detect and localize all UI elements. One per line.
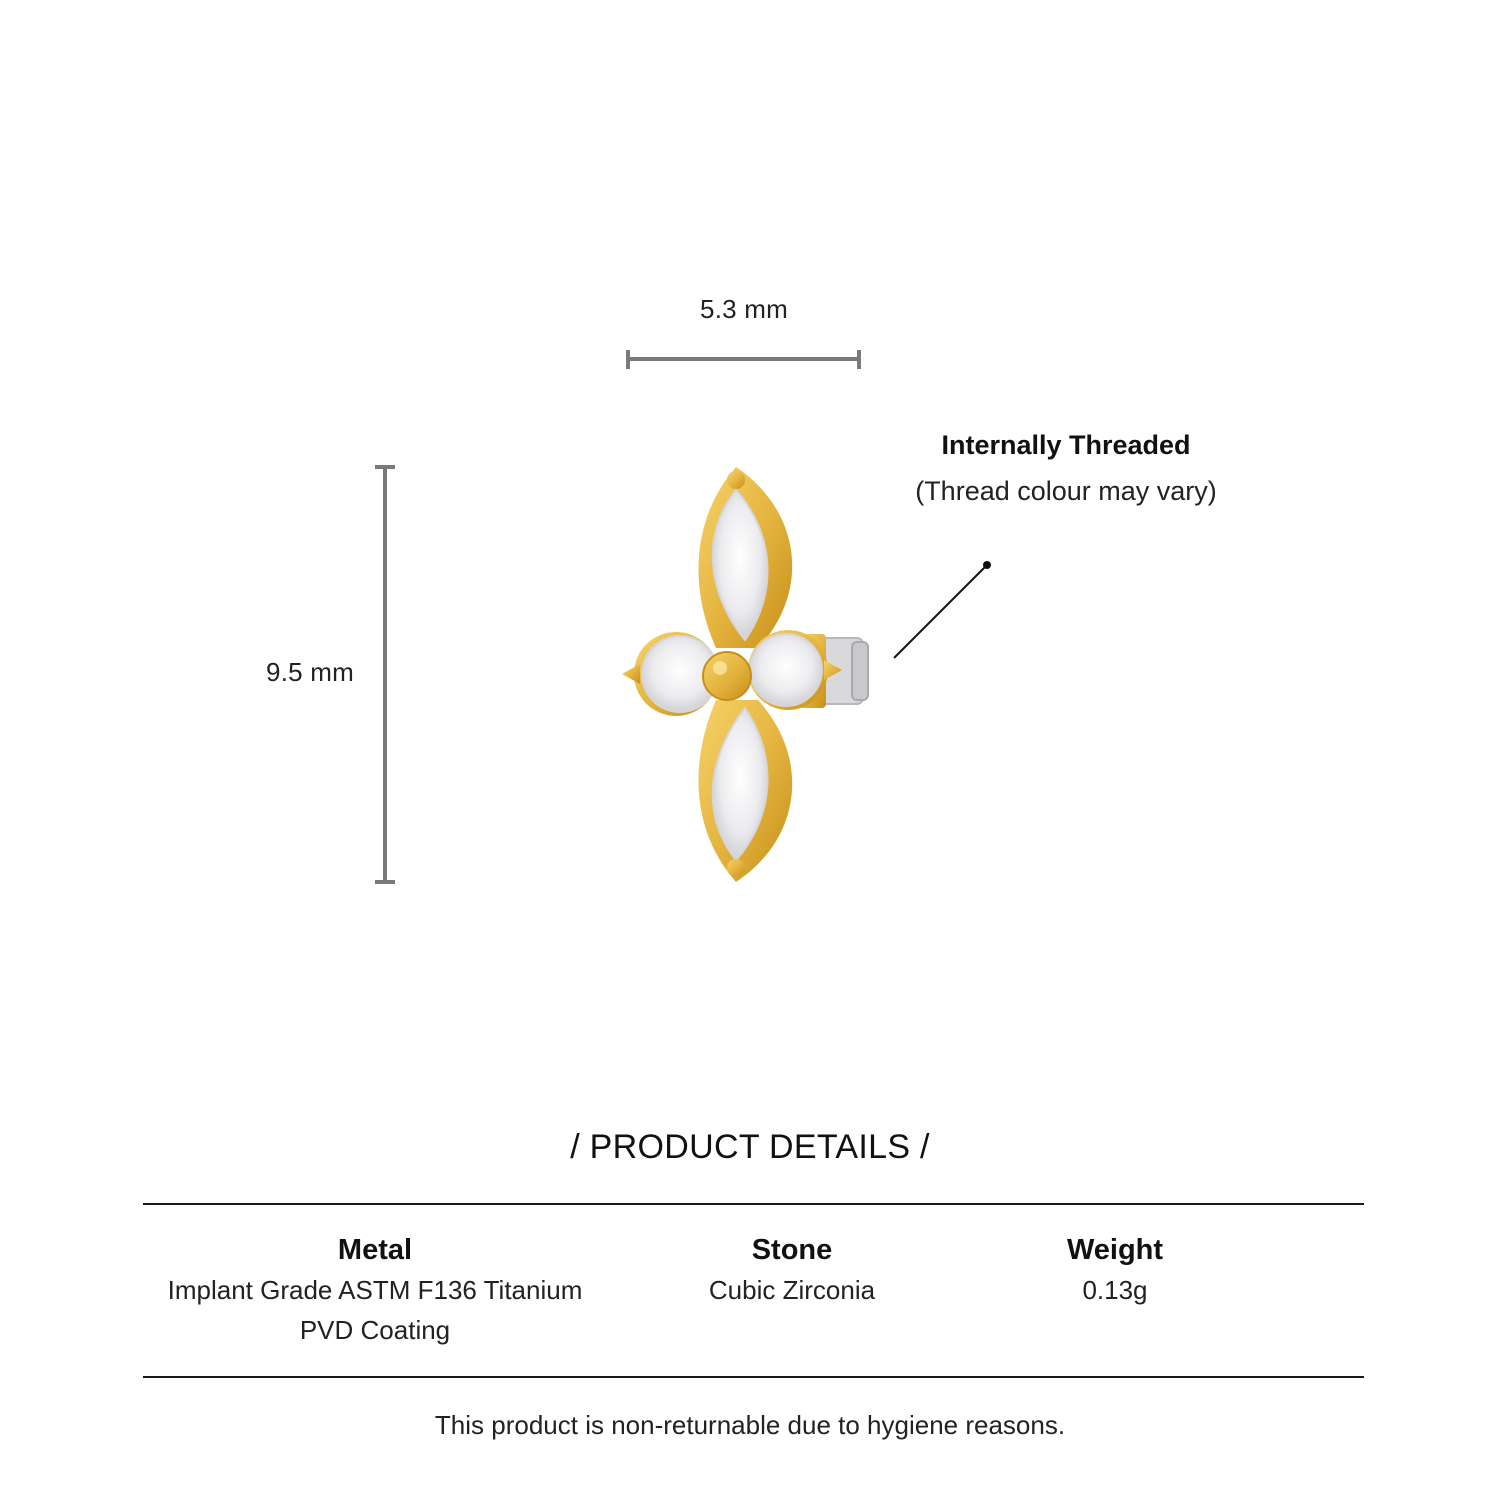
spec-weight xyxy=(1015,1230,1215,1310)
details-bottom-divider xyxy=(143,1376,1364,1378)
height-dimension-label: 9.5 mm xyxy=(266,657,354,687)
spec-metal-value: Implant Grade ASTM F136 Titanium xyxy=(167,1275,583,1305)
width-dimension-label: 5.3 mm xyxy=(700,294,788,324)
spec-metal-coating: PVD Coating xyxy=(299,1315,451,1345)
details-top-divider xyxy=(143,1203,1364,1205)
spec-weight-title: Weight xyxy=(1066,1234,1164,1266)
spec-metal-title: Metal xyxy=(337,1234,413,1266)
width-dimension-line xyxy=(628,350,859,369)
spec-stone-value: Cubic Zirconia xyxy=(708,1275,876,1305)
product-details-heading: / PRODUCT DETAILS / xyxy=(570,1128,930,1166)
callout-leader-line xyxy=(894,561,991,658)
callout-title: Internally Threaded xyxy=(941,430,1191,460)
flower-stud-earring-icon xyxy=(622,467,868,882)
spec-stone-title: Stone xyxy=(751,1234,833,1266)
returns-policy-note: This product is non-returnable due to hygiene reasons. xyxy=(434,1410,1066,1440)
spec-metal xyxy=(135,1230,615,1350)
spec-stone xyxy=(642,1230,942,1310)
spec-weight-value: 0.13g xyxy=(1082,1275,1148,1305)
callout-note: (Thread colour may vary) xyxy=(915,476,1217,506)
